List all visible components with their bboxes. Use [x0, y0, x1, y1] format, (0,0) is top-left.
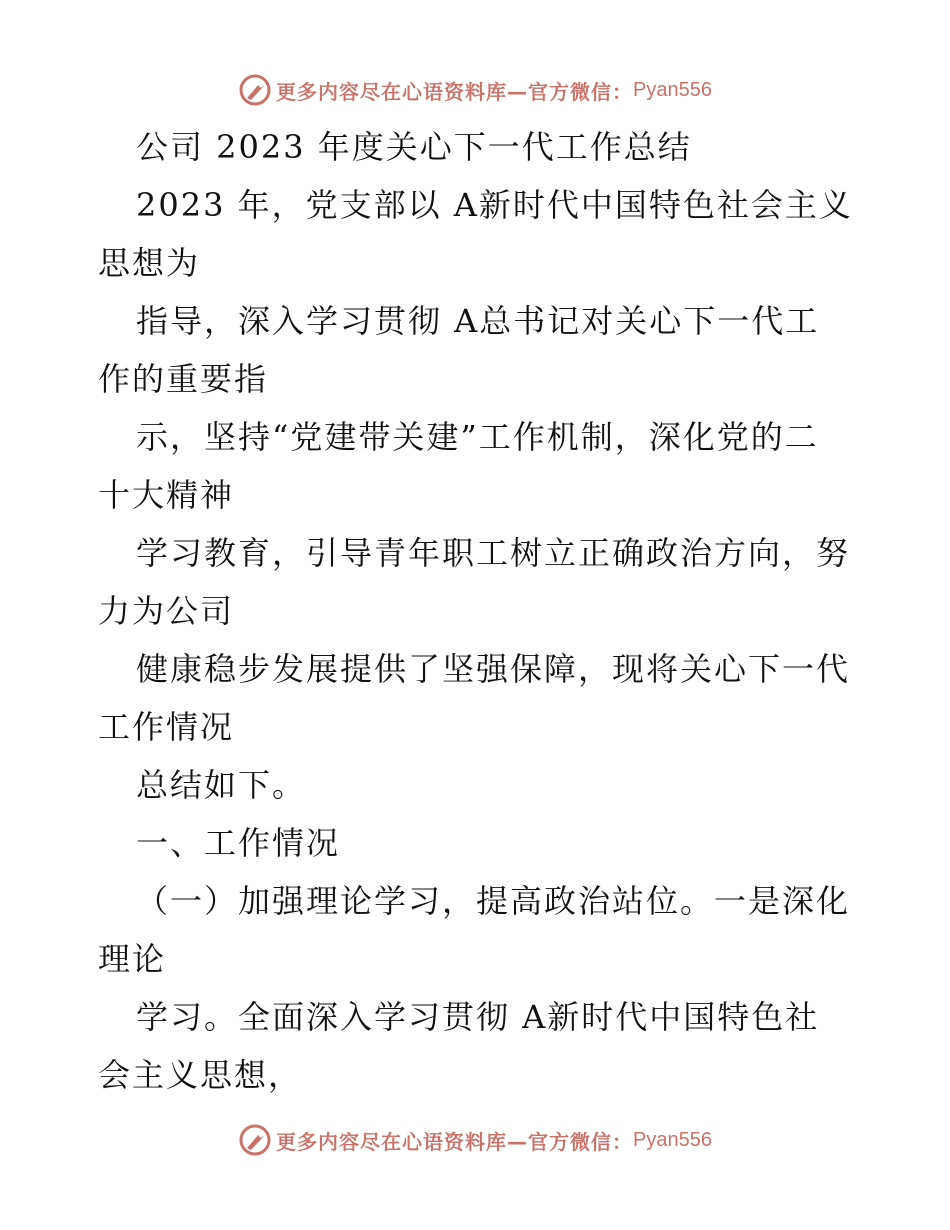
paragraph-line: 会主义思想，: [98, 1056, 303, 1094]
paragraph-line: 思想为: [98, 244, 201, 282]
paragraph-line: 总结如下。: [136, 766, 307, 804]
paragraph-line: 健康稳步发展提供了坚强保障，现将关心下一代: [136, 650, 851, 688]
paragraph-line: 指导，深入学习贯彻 A总书记对关心下一代工: [136, 302, 820, 340]
pen-logo-icon: [238, 73, 272, 107]
paragraph-line: 学习。全面深入学习贯彻 A新时代中国特色社: [136, 998, 820, 1036]
subsection-heading: （一）加强理论学习，提高政治站位。一是深化: [136, 882, 851, 920]
section-heading: 一、工作情况: [136, 824, 341, 862]
paragraph-line: 理论: [98, 940, 167, 978]
watermark-text: 更多内容尽在心语资料库—官方微信：: [276, 79, 634, 104]
watermark-banner-bottom: [0, 1120, 950, 1160]
watermark-banner-top: [0, 70, 950, 110]
paragraph-line: 十大精神: [98, 476, 235, 514]
document-title: 公司 2023 年度关心下一代工作总结: [136, 128, 692, 166]
paragraph-line: 2023 年，党支部以 A新时代中国特色社会主义: [136, 186, 853, 224]
watermark-handle: Pyan556: [633, 1128, 712, 1151]
paragraph-line: 学习教育，引导青年职工树立正确政治方向，努: [136, 534, 851, 572]
paragraph-line: 示，坚持“党建带关建”工作机制，深化党的二: [136, 418, 819, 456]
paragraph-line: 作的重要指: [98, 360, 269, 398]
paragraph-line: 力为公司: [98, 592, 235, 630]
pen-logo-icon: [238, 1123, 272, 1157]
watermark-text: 更多内容尽在心语资料库—官方微信：: [276, 1129, 634, 1154]
paragraph-line: 工作情况: [98, 708, 235, 746]
watermark-handle: Pyan556: [633, 78, 712, 101]
